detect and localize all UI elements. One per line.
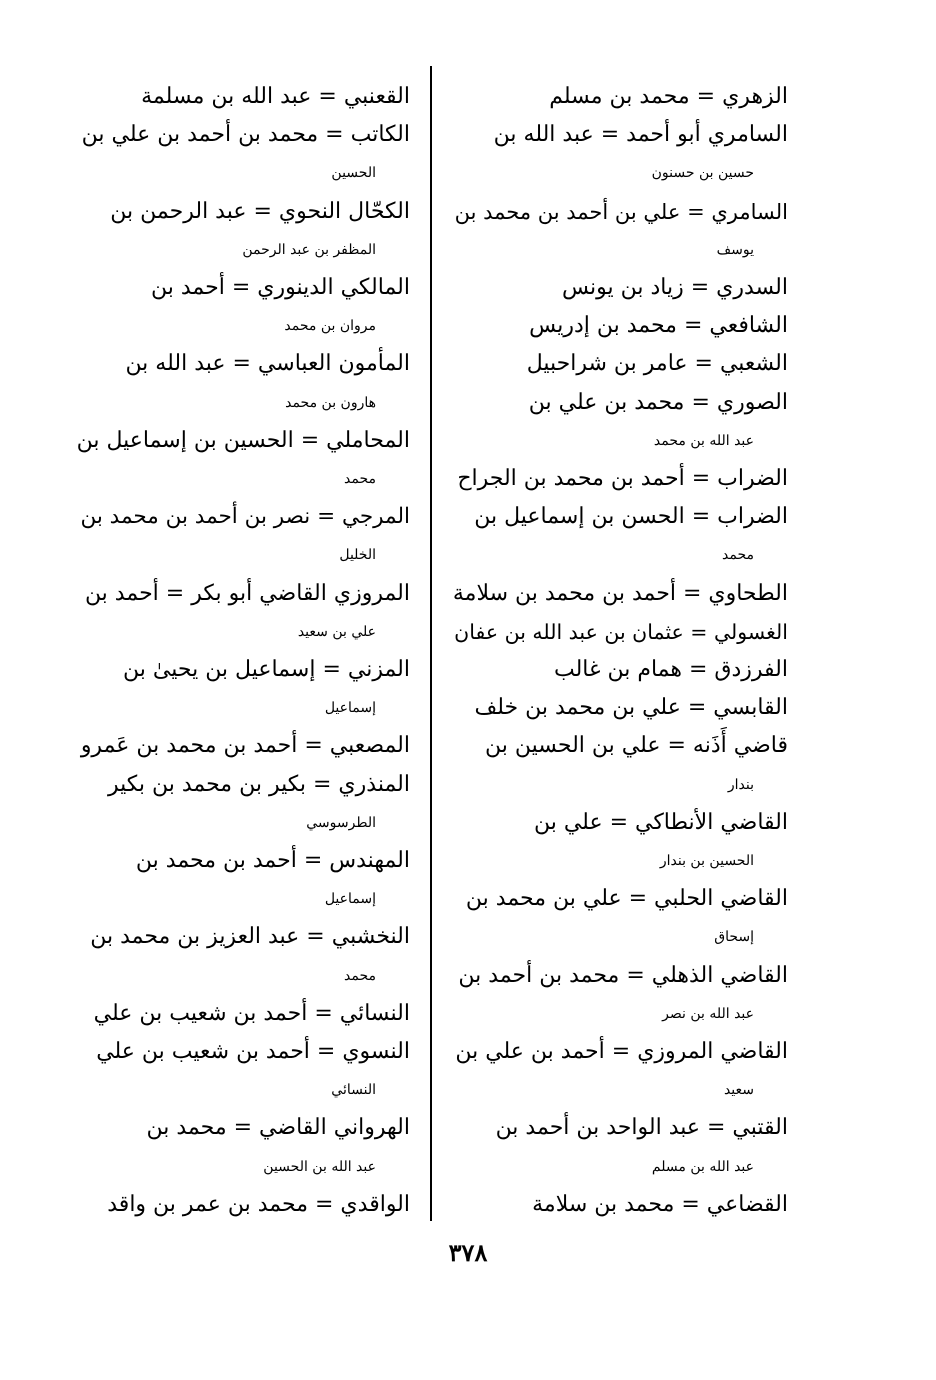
entry-continuation: محمد xyxy=(344,967,376,984)
entry-line: النسوي = أحمد بن شعيب بن علي xyxy=(96,1039,410,1065)
entry-continuation: يوسف xyxy=(716,241,754,258)
index-entry xyxy=(448,880,788,956)
entry-line: الكاتب = محمد بن أحمد بن علي بن xyxy=(81,122,410,148)
entry-line: الضراب = الحسن بن إسماعيل بن xyxy=(474,504,788,530)
index-entry xyxy=(74,727,410,765)
entry-line: القتبي = عبد الواحد بن أحمد بن xyxy=(495,1115,788,1141)
entry-line: الهرواني القاضي = محمد بن xyxy=(146,1115,410,1141)
index-entry xyxy=(448,613,788,651)
index-entry xyxy=(448,307,788,345)
index-entry xyxy=(448,651,788,689)
index-entry xyxy=(448,460,788,498)
entry-line: السدري = زياد بن يونس xyxy=(561,275,788,301)
entry-line: المالكي الدينوري = أحمد بن xyxy=(150,275,410,301)
entry-continuation: هارون بن محمد xyxy=(285,394,376,411)
entry-continuation: حسين بن حسنون xyxy=(651,165,754,182)
entry-line: المصعبي = أحمد بن محمد بن عَمرو xyxy=(80,733,410,759)
entry-line: الواقدي = محمد بن عمر بن واقد xyxy=(107,1191,410,1217)
entry-line: المروزي القاضي أبو بكر = أحمد بن xyxy=(84,580,410,606)
entry-continuation: المظفر بن عبد الرحمن xyxy=(242,241,376,258)
entry-continuation: الحسين xyxy=(331,165,376,182)
index-entry xyxy=(448,116,788,192)
entry-line: القاضي الذهلي = محمد بن أحمد بن xyxy=(458,962,788,988)
index-entry xyxy=(74,651,410,727)
entry-continuation: عبد الله بن محمد xyxy=(653,432,754,449)
entry-continuation: علي بن سعيد xyxy=(297,623,376,640)
column-divider xyxy=(430,66,432,1221)
entry-continuation: النسائي xyxy=(331,1082,376,1099)
index-entry xyxy=(448,384,788,460)
entry-continuation: الحسين بن بندار xyxy=(659,853,754,870)
index-entry xyxy=(74,1186,410,1224)
entry-continuation: سعيد xyxy=(723,1082,754,1099)
index-entry xyxy=(448,689,788,727)
entry-continuation: محمد xyxy=(722,547,754,564)
right-column xyxy=(448,78,788,1224)
entry-line: النخشبي = عبد العزيز بن محمد بن xyxy=(90,924,410,950)
left-column xyxy=(74,78,410,1224)
index-entry xyxy=(448,804,788,880)
index-entry xyxy=(448,1033,788,1109)
entry-line: القابسي = علي بن محمد بن خلف xyxy=(474,695,788,721)
entry-continuation: الخليل xyxy=(339,547,376,564)
entry-continuation: عبد الله بن مسلم xyxy=(651,1158,754,1175)
entry-line: النسائي = أحمد بن شعيب بن علي xyxy=(93,1000,410,1026)
entry-line: الشافعي = محمد بن إدريس xyxy=(529,313,788,339)
entry-line: المهندس = أحمد بن محمد بن xyxy=(135,848,410,874)
entry-line: السامري أبو أحمد = عبد الله بن xyxy=(493,122,788,148)
index-entry xyxy=(448,193,788,269)
entry-line: الغسولي = عثمان بن عبد الله بن عفان xyxy=(454,619,788,644)
index-entry xyxy=(74,116,410,192)
index-entry xyxy=(74,422,410,498)
entry-line: الفرزدق = همام بن غالب xyxy=(553,657,788,683)
index-entry xyxy=(74,1033,410,1109)
index-entry xyxy=(74,498,410,574)
entry-line: المأمون العباسي = عبد الله بن xyxy=(125,351,410,377)
entry-line: السامري = علي بن أحمد بن محمد بن xyxy=(454,199,788,224)
page-number: ٣٧٨ xyxy=(448,1238,488,1267)
index-entry xyxy=(74,1109,410,1185)
index-entry xyxy=(74,269,410,345)
entry-line: القاضي الأنطاكي = علي بن xyxy=(533,809,788,835)
entry-continuation: إسماعيل xyxy=(324,891,376,908)
entry-line: القاضي المروزي = أحمد بن علي بن xyxy=(455,1039,788,1065)
index-entry xyxy=(448,78,788,116)
entry-line: الضراب = أحمد بن محمد بن الجراح xyxy=(457,466,788,492)
index-entry xyxy=(448,957,788,1033)
index-entry xyxy=(74,918,410,994)
index-entry xyxy=(74,842,410,918)
index-entry xyxy=(448,1109,788,1185)
entry-continuation: الطرسوسي xyxy=(306,814,376,831)
entry-line: القاضي الحلبي = علي بن محمد بن xyxy=(465,886,788,912)
entry-continuation: مروان بن محمد xyxy=(284,318,376,335)
entry-continuation: إسحاق xyxy=(714,929,754,946)
index-entry xyxy=(74,193,410,269)
index-entry xyxy=(448,575,788,613)
index-entry xyxy=(448,345,788,383)
entry-line: الزهري = محمد بن مسلم xyxy=(549,84,788,109)
entry-line: القعنبي = عبد الله بن مسلمة xyxy=(141,84,410,109)
entry-line: الطحاوي = أحمد بن محمد بن سلامة xyxy=(452,580,788,606)
index-entry xyxy=(448,727,788,803)
index-entry xyxy=(74,345,410,421)
entry-line: المزني = إسماعيل بن يحيىٰ بن xyxy=(123,657,410,683)
index-entry xyxy=(74,766,410,842)
entry-continuation: بندار xyxy=(727,776,754,793)
index-entry xyxy=(448,498,788,574)
entry-line: المحاملي = الحسين بن إسماعيل بن xyxy=(76,427,410,453)
index-entry xyxy=(74,995,410,1033)
entry-line: المنذري = بكير بن محمد بن بكير xyxy=(107,771,410,797)
index-entry xyxy=(74,575,410,651)
index-entry xyxy=(448,1186,788,1224)
entry-line: المرجي = نصر بن أحمد بن محمد بن xyxy=(80,504,410,530)
entry-continuation: عبد الله بن نصر xyxy=(662,1005,754,1022)
index-entry xyxy=(448,269,788,307)
entry-continuation: عبد الله بن الحسين xyxy=(263,1158,376,1175)
index-entry xyxy=(74,78,410,116)
entry-line: الشعبي = عامر بن شراحبيل xyxy=(526,351,788,377)
entry-line: قاضي أَذَنه = علي بن الحسين بن xyxy=(485,733,788,759)
entry-continuation: إسماعيل xyxy=(324,700,376,717)
entry-continuation: محمد xyxy=(344,471,376,488)
entry-line: القضاعي = محمد بن سلامة xyxy=(532,1191,788,1217)
entry-line: الصوري = محمد بن علي بن xyxy=(528,389,788,415)
entry-line: الكحّال النحوي = عبد الرحمن بن xyxy=(110,198,410,224)
